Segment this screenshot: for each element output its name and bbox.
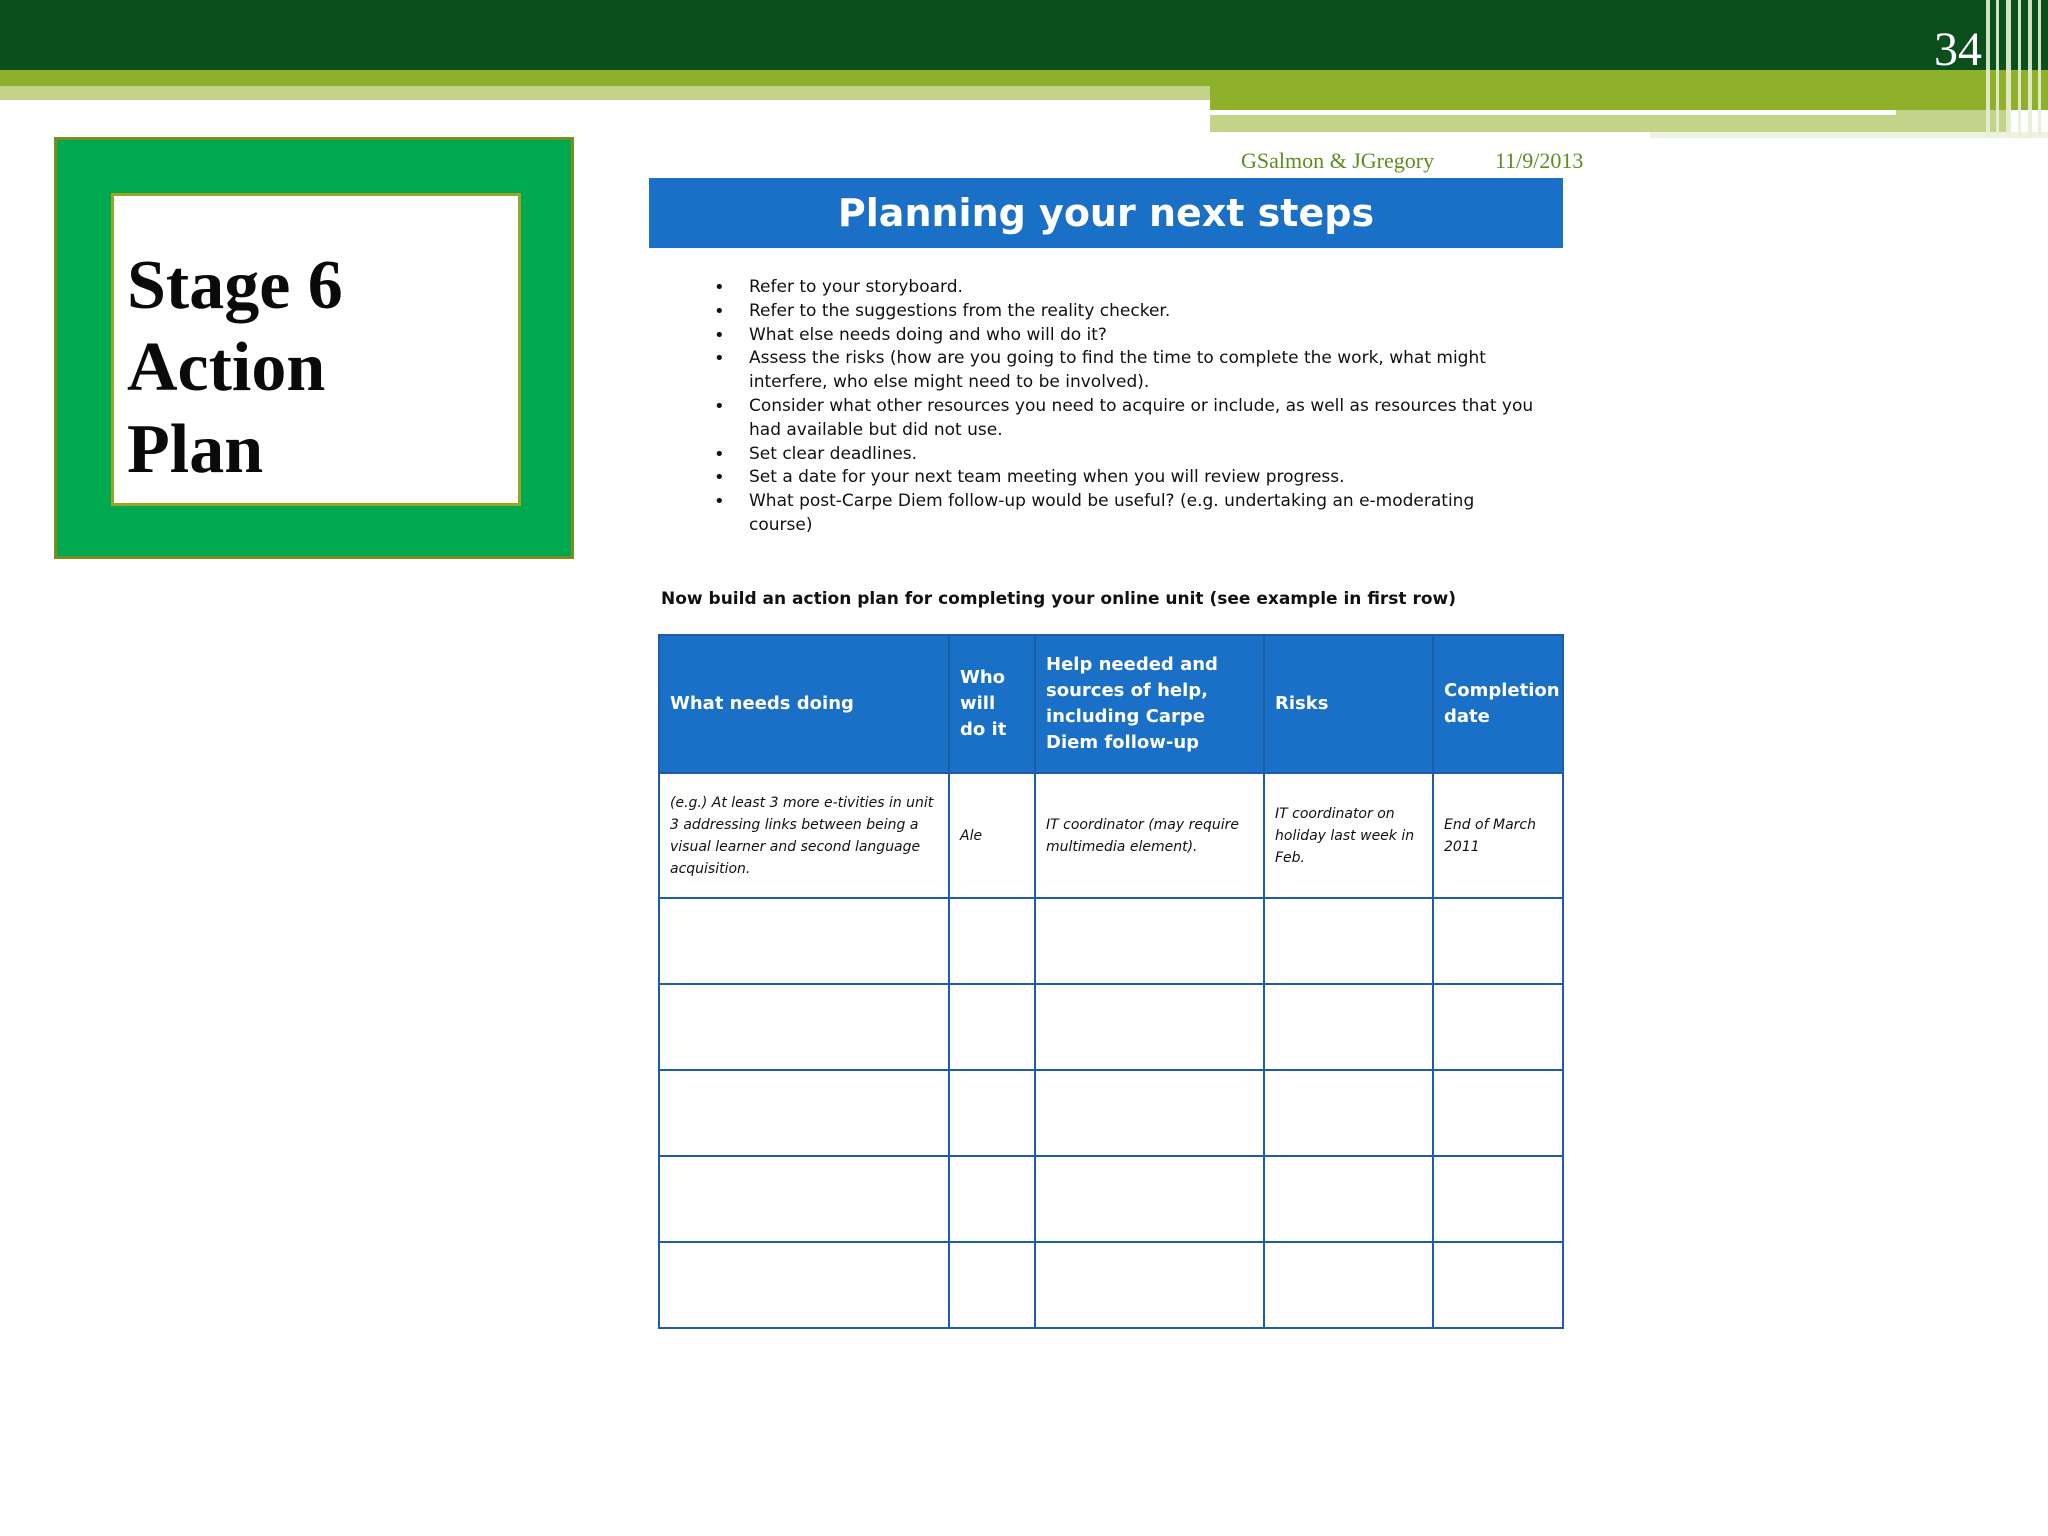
list-item: • Set a date for your next team meeting when you will review progress. (700, 466, 1540, 490)
slide-number: 34 (1934, 23, 1982, 76)
title-line: Plan (127, 411, 264, 488)
table-cell: Ale (949, 773, 1035, 898)
column-header: What needs doing (659, 635, 949, 773)
table-cell (1035, 1156, 1264, 1242)
footer-date: 11/9/2013 (1495, 148, 1584, 173)
document-instruction: Now build an action plan for completing your online unit (see example in first row) (661, 589, 1456, 609)
table-row (659, 984, 1563, 1070)
header-stripe (1996, 0, 1999, 138)
header-stripe (1986, 0, 1990, 138)
header-stripe (2038, 0, 2041, 138)
title-line: Action (127, 329, 326, 406)
table-row-example (659, 773, 1563, 898)
table-cell (659, 1156, 949, 1242)
table-cell (1264, 1156, 1433, 1242)
document-banner-title: Planning your next steps (649, 178, 1563, 248)
table-cell (659, 984, 949, 1070)
header-stripe (2018, 0, 2021, 138)
list-item: • Assess the risks (how are you going to find the time to complete the work, what might interfere, who else might need to be involved). (700, 347, 1540, 395)
table-cell (1264, 898, 1433, 984)
table-cell: IT coordinator on holiday last week in Feb. (1264, 773, 1433, 898)
table-cell (659, 1242, 949, 1328)
column-header: Help needed and sources of help, including Carpe Diem follow-up (1035, 635, 1264, 773)
table-cell (1433, 898, 1563, 984)
table-row (659, 1070, 1563, 1156)
title-frame (54, 137, 574, 559)
column-header: Who will do it (949, 635, 1035, 773)
table-cell (949, 984, 1035, 1070)
column-header: Risks (1264, 635, 1433, 773)
column-header: Completion date (1433, 635, 1563, 773)
table-cell (949, 1070, 1035, 1156)
header-bar-dark (0, 0, 2048, 70)
table-cell (949, 1242, 1035, 1328)
header-stripe (2006, 0, 2011, 138)
table-cell (1035, 1070, 1264, 1156)
table-row (659, 1242, 1563, 1328)
list-item: • Refer to your storyboard. (700, 276, 1540, 300)
table-cell (659, 1070, 949, 1156)
list-item: • Consider what other resources you need to acquire or include, as well as resources that you had available but did not use. (700, 395, 1540, 443)
table-cell (1035, 984, 1264, 1070)
header-stripe (2028, 0, 2032, 138)
table-cell (1264, 1242, 1433, 1328)
footer-authors: GSalmon & JGregory (1241, 148, 1435, 173)
header-bar-green (0, 70, 1210, 86)
table-row (659, 898, 1563, 984)
list-item: • Set clear deadlines. (700, 443, 1540, 467)
table-cell (1035, 898, 1264, 984)
table-cell (1035, 1242, 1264, 1328)
list-item: • Refer to the suggestions from the reality checker. (700, 300, 1540, 324)
table-cell (949, 1156, 1035, 1242)
table-cell (1433, 1242, 1563, 1328)
title-line: Stage 6 (127, 247, 343, 324)
table-cell (949, 898, 1035, 984)
table-cell (1264, 1070, 1433, 1156)
header-divider-line (1210, 110, 1896, 115)
table-header-row (659, 635, 1563, 773)
table-cell (1433, 984, 1563, 1070)
header-bar-pale (0, 86, 1210, 100)
action-plan-table (658, 634, 1564, 1329)
table-cell: End of March 2011 (1433, 773, 1563, 898)
table-cell (1264, 984, 1433, 1070)
list-item: • What else needs doing and who will do it? (700, 324, 1540, 348)
table-cell: IT coordinator (may require multimedia element). (1035, 773, 1264, 898)
table-cell (1433, 1070, 1563, 1156)
header-bar-green-right (1210, 70, 2048, 110)
document-bullet-list (700, 276, 1540, 538)
list-item: • What post-Carpe Diem follow-up would be useful? (e.g. undertaking an e-moderating course) (700, 490, 1540, 538)
slide-title (127, 245, 507, 491)
table-cell (659, 898, 949, 984)
table-cell: (e.g.) At least 3 more e-tivities in unit 3 addressing links between being a visual learner and second language acquisition. (659, 773, 949, 898)
table-cell (1433, 1156, 1563, 1242)
table-row (659, 1156, 1563, 1242)
